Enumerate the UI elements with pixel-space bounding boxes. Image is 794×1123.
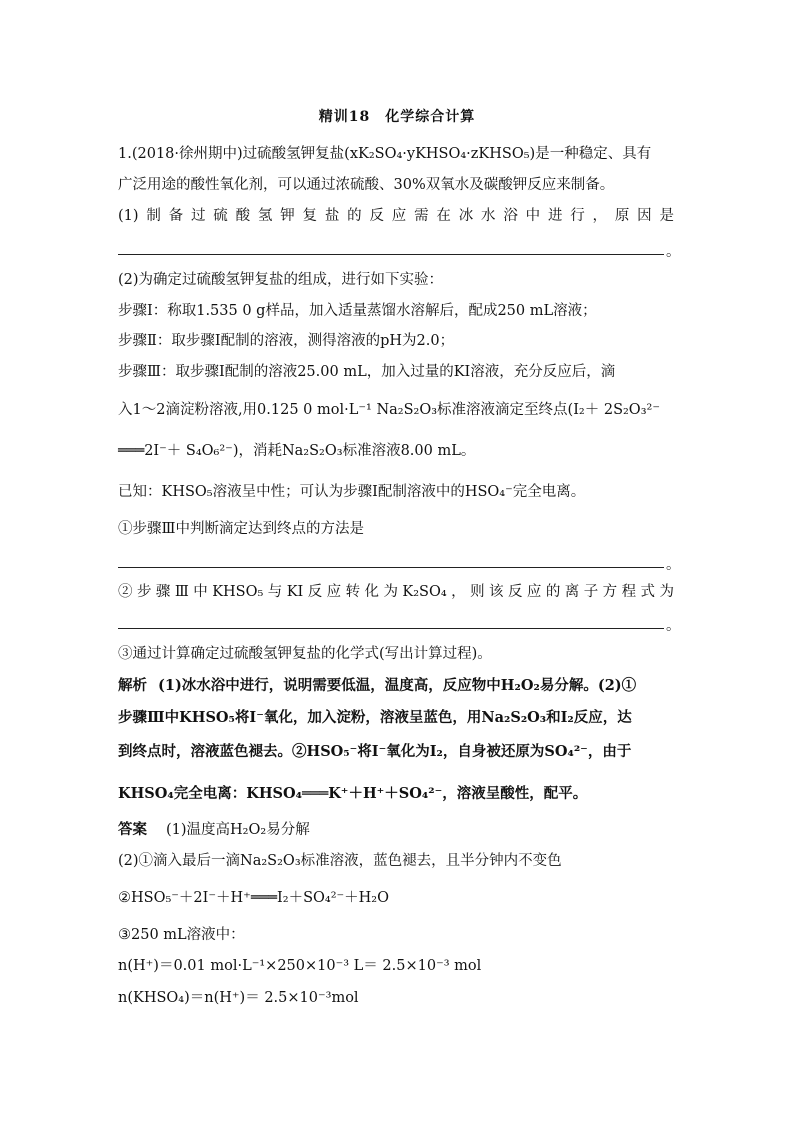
sub-question-2: ②步骤Ⅲ中KHSO₅与KI反应转化为K₂SO₄，则该反应的离子方程式为: [118, 584, 674, 600]
sub-question-3: ③通过计算确定过硫酸氢钾复盐的化学式(写出计算过程)。: [118, 646, 492, 662]
answer-label: 答案: [118, 821, 147, 838]
step-2: 步骤Ⅱ：取步骤Ⅰ配制的溶液，测得溶液的pH为2.0；: [118, 333, 455, 349]
known-condition: 已知：KHSO₅溶液呈中性；可认为步骤Ⅰ配制溶液中的HSO₄⁻完全电离。: [118, 484, 586, 500]
sub-question-1: ①步骤Ⅲ中判断滴定达到终点的方法是: [118, 521, 364, 537]
problem-intro-line-2: 广泛用途的酸性氧化剂，可以通过浓硫酸、30%双氧水及碳酸钾反应来制备。: [118, 177, 615, 193]
analysis-line-1: (1)冰水浴中进行，说明需要低温，温度高，反应物中H₂O₂易分解。(2)①: [158, 677, 637, 694]
answer-blank-3[interactable]: [118, 628, 664, 629]
answer-3: ②HSO₅⁻＋2I⁻＋H⁺═══I₂＋SO₄²⁻＋H₂O: [118, 890, 390, 906]
answer-5: n(H⁺)＝0.01 mol·L⁻¹×250×10⁻³ L＝ 2.5×10⁻³ mol: [118, 958, 482, 974]
step-3-line-1: 步骤Ⅲ：取步骤Ⅰ配制的溶液25.00 mL，加入过量的KI溶液，充分反应后，滴: [118, 364, 616, 380]
step-3-line-3: ═══2I⁻＋ S₄O₆²⁻)，消耗Na₂S₂O₃标准溶液8.00 mL。: [118, 443, 476, 459]
page-title: 精训18 化学综合计算: [318, 109, 476, 125]
step-3-line-2: 入1～2滴淀粉溶液,用0.125 0 mol·L⁻¹ Na₂S₂O₃标准溶液滴定至终点(I₂＋ 2S₂O₃²⁻: [118, 402, 660, 418]
answer-2: (2)①滴入最后一滴Na₂S₂O₃标准溶液，蓝色褪去，且半分钟内不变色: [118, 853, 562, 869]
analysis-label: 解析: [118, 677, 147, 694]
blank-period-3: 。: [666, 618, 681, 634]
analysis-line-3: 到终点时，溶液蓝色褪去。②HSO₅⁻将I⁻氧化为I₂，自身被还原为SO₄²⁻，由于: [118, 743, 632, 760]
blank-period-1: 。: [666, 244, 681, 260]
answer-blank-1[interactable]: [118, 254, 664, 255]
analysis-line-2: 步骤Ⅲ中KHSO₅将I⁻氧化，加入淀粉，溶液呈蓝色，用Na₂S₂O₃和I₂反应，达: [118, 709, 632, 726]
answer-1: (1)温度高H₂O₂易分解: [166, 822, 310, 838]
problem-intro-line-1: 1.(2018·徐州期中)过硫酸氢钾复盐(xK₂SO₄·yKHSO₄·zKHSO₅)是一种稳定、具有: [118, 146, 652, 162]
answer-6: n(KHSO₄)＝n(H⁺)＝ 2.5×10⁻³mol: [118, 990, 359, 1006]
question-2: (2)为确定过硫酸氢钾复盐的组成，进行如下实验：: [118, 272, 444, 288]
blank-period-2: 。: [666, 557, 681, 573]
step-1: 步骤Ⅰ：称取1.535 0 g样品，加入适量蒸馏水溶解后，配成250 mL溶液；: [118, 303, 597, 319]
answer-blank-2[interactable]: [118, 567, 664, 568]
question-1: (1)制备过硫酸氢钾复盐的反应需在冰水浴中进行，原因是: [118, 208, 674, 224]
answer-4: ③250 mL溶液中：: [118, 927, 245, 943]
analysis-line-4: KHSO₄完全电离：KHSO₄═══K⁺＋H⁺＋SO₄²⁻，溶液呈酸性，配平。: [118, 785, 588, 802]
